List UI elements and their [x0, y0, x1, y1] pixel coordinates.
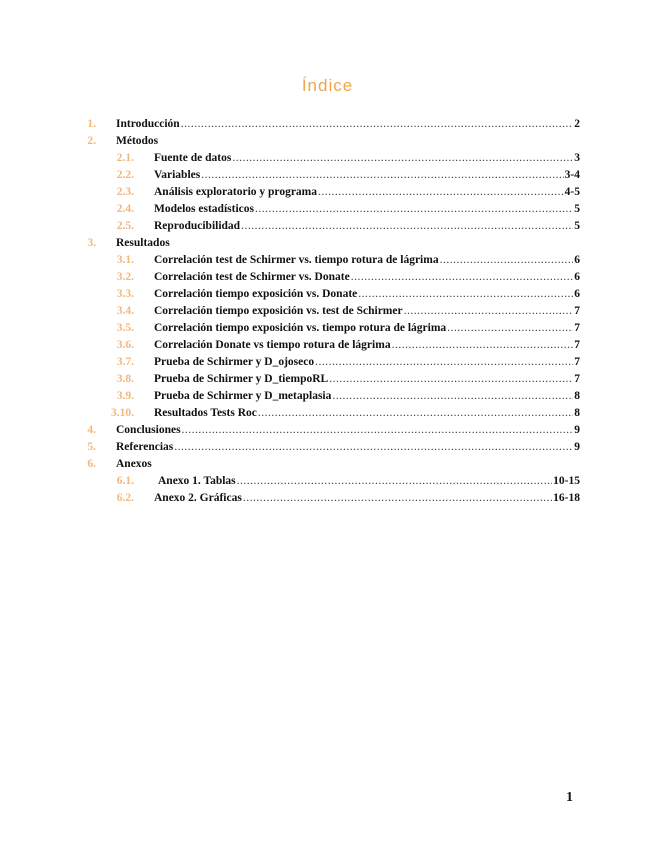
toc-entry[interactable]: [84, 150, 580, 167]
toc-entry[interactable]: [84, 218, 580, 235]
dot-leader: [332, 388, 573, 405]
toc-entry[interactable]: [84, 320, 580, 337]
toc-entry-number: 4.: [87, 424, 96, 436]
toc-entry[interactable]: [84, 235, 580, 252]
toc-entry-page: 9: [574, 424, 580, 436]
toc-entry-page: 8: [574, 390, 580, 402]
dot-leader: [404, 303, 574, 320]
toc-entry-number: 3.4.: [116, 305, 134, 317]
toc-entry-number: 2.4.: [116, 203, 134, 215]
toc-entry[interactable]: [84, 303, 580, 320]
dot-leader: [447, 320, 573, 337]
toc-entry-line: [154, 150, 580, 167]
toc-entry-number: 6.1.: [116, 475, 134, 487]
toc-entry-page: 7: [574, 356, 580, 368]
toc-entry-label: Referencias: [116, 441, 174, 453]
toc-entry-page: 3-4: [564, 169, 580, 181]
toc-entry-number: 3.10.: [111, 407, 134, 419]
toc-entry-number: 6.2.: [116, 492, 134, 504]
toc-entry-line: [116, 422, 580, 439]
dot-leader: [241, 218, 573, 235]
toc-entry-label: Resultados Tests Roc: [154, 407, 257, 419]
toc-entry-line: [154, 388, 580, 405]
toc-entry-line: [116, 456, 580, 473]
toc-entry-label: Prueba de Schirmer y D_ojoseco: [154, 356, 315, 368]
dot-leader: [392, 337, 574, 354]
toc-entry-number: 2.2.: [116, 169, 134, 181]
toc-entry-label: Introducción: [116, 118, 180, 130]
toc-entry-label: Resultados: [116, 237, 170, 249]
toc-entry-label: Correlación tiempo exposición vs. tiempo rotura de lágrima: [154, 322, 447, 334]
toc-entry-line: [154, 303, 580, 320]
toc-entry-page: 6: [574, 254, 580, 266]
dot-leader: [440, 252, 574, 269]
toc-entry[interactable]: [84, 286, 580, 303]
toc-entry-label: Conclusiones: [116, 424, 181, 436]
toc-entry-line: [154, 218, 580, 235]
toc-entry-number: 5.: [87, 441, 96, 453]
toc-entry-number: 3.6.: [116, 339, 134, 351]
dot-leader: [237, 473, 553, 490]
toc-entry-line: [154, 167, 580, 184]
toc-entry[interactable]: [84, 439, 580, 456]
toc-entry-page: 5: [574, 220, 580, 232]
toc-entry-label: Prueba de Schirmer y D_metaplasia: [154, 390, 332, 402]
toc-entry-line: [158, 473, 580, 490]
toc-entry-page: 6: [574, 288, 580, 300]
toc-entry-number: 2.5.: [116, 220, 134, 232]
dot-leader: [243, 490, 552, 507]
page-number: 1: [566, 790, 573, 805]
toc-entry[interactable]: [84, 252, 580, 269]
toc-entry[interactable]: [84, 473, 580, 490]
toc-entry[interactable]: [84, 405, 580, 422]
dot-leader: [181, 116, 574, 133]
dot-leader: [318, 184, 564, 201]
toc-entry-page: 2: [574, 118, 580, 130]
toc-entry-label: Correlación test de Schirmer vs. tiempo rotura de lágrima: [154, 254, 439, 266]
dot-leader: [255, 201, 573, 218]
toc-entry-line: [154, 286, 580, 303]
toc-entry-page: 3: [574, 152, 580, 164]
toc-entry-number: 3.1.: [116, 254, 134, 266]
toc-entry-line: [154, 252, 580, 269]
toc-entry-number: 2.: [87, 135, 96, 147]
toc-entry-label: Métodos: [116, 135, 159, 147]
toc-entry-page: 7: [574, 322, 580, 334]
toc-entry-page: 5: [574, 203, 580, 215]
toc-entry-label: Anexo 1. Tablas: [158, 475, 236, 487]
toc-entry-page: 8: [574, 407, 580, 419]
toc-entry-number: 1.: [87, 118, 96, 130]
dot-leader: [329, 371, 573, 388]
toc-entry-line: [154, 320, 580, 337]
toc-entry[interactable]: [84, 388, 580, 405]
toc-entry[interactable]: [84, 167, 580, 184]
toc-entry-number: 3.: [87, 237, 96, 249]
toc-entry[interactable]: [84, 371, 580, 388]
dot-leader: [182, 422, 574, 439]
dot-leader: [351, 269, 574, 286]
dot-leader: [258, 405, 573, 422]
toc-entry-line: [116, 116, 580, 133]
toc-entry[interactable]: [84, 337, 580, 354]
toc-entry-page: 7: [574, 373, 580, 385]
toc-entry-page: 6: [574, 271, 580, 283]
dot-leader: [174, 439, 573, 456]
toc-entry-line: [154, 337, 580, 354]
toc-entry[interactable]: [84, 184, 580, 201]
toc-entry-line: [116, 235, 580, 252]
dot-leader: [315, 354, 573, 371]
toc-entry-line: [154, 490, 580, 507]
toc-entry-page: 7: [574, 305, 580, 317]
toc-entry-page: 10-15: [553, 475, 580, 487]
toc-entry[interactable]: [84, 456, 580, 473]
toc-entry[interactable]: [84, 490, 580, 507]
table-of-contents: [84, 116, 580, 507]
toc-entry-number: 2.3.: [116, 186, 134, 198]
toc-entry-line: [154, 354, 580, 371]
toc-entry-line: [154, 184, 580, 201]
toc-entry-label: Variables: [154, 169, 201, 181]
toc-entry-line: [116, 133, 580, 150]
toc-entry-number: 3.3.: [116, 288, 134, 300]
toc-entry-number: 3.5.: [116, 322, 134, 334]
toc-entry-number: 3.7.: [116, 356, 134, 368]
dot-leader: [201, 167, 563, 184]
toc-entry[interactable]: [84, 354, 580, 371]
toc-entry-label: Correlación tiempo exposición vs. Donate: [154, 288, 358, 300]
toc-entry-number: 3.9.: [116, 390, 134, 402]
toc-entry-label: Fuente de datos: [154, 152, 232, 164]
toc-entry[interactable]: [84, 133, 580, 150]
toc-entry-label: Análisis exploratorio y programa: [154, 186, 318, 198]
toc-entry[interactable]: [84, 422, 580, 439]
toc-entry-page: 4-5: [564, 186, 580, 198]
dot-leader: [232, 150, 573, 167]
toc-entry-label: Anexos: [116, 458, 152, 470]
dot-leader: [358, 286, 573, 303]
toc-entry[interactable]: [84, 201, 580, 218]
toc-entry-label: Correlación test de Schirmer vs. Donate: [154, 271, 350, 283]
toc-entry[interactable]: [84, 116, 580, 133]
toc-entry-number: 6.: [87, 458, 96, 470]
toc-entry-label: Correlación Donate vs tiempo rotura de lágrima: [154, 339, 391, 351]
toc-entry-label: Reproducibilidad: [154, 220, 241, 232]
toc-entry-number: 2.1.: [116, 152, 134, 164]
toc-entry-label: Anexo 2. Gráficas: [154, 492, 242, 504]
toc-entry-label: Prueba de Schirmer y D_tiempoRL: [154, 373, 329, 385]
toc-entry-line: [154, 201, 580, 218]
toc-entry-number: 3.2.: [116, 271, 134, 283]
toc-entry-page: 7: [574, 339, 580, 351]
toc-entry-line: [154, 371, 580, 388]
toc-entry-number: 3.8.: [116, 373, 134, 385]
toc-entry-label: Modelos estadísticos: [154, 203, 254, 215]
toc-entry-page: 16-18: [553, 492, 580, 504]
toc-entry-line: [154, 405, 580, 422]
toc-entry-line: [116, 439, 580, 456]
toc-entry-label: Correlación tiempo exposición vs. test de Schirmer: [154, 305, 403, 317]
toc-entry[interactable]: [84, 269, 580, 286]
toc-entry-page: 9: [574, 441, 580, 453]
page-title: Índice: [301, 76, 354, 95]
toc-entry-line: [154, 269, 580, 286]
